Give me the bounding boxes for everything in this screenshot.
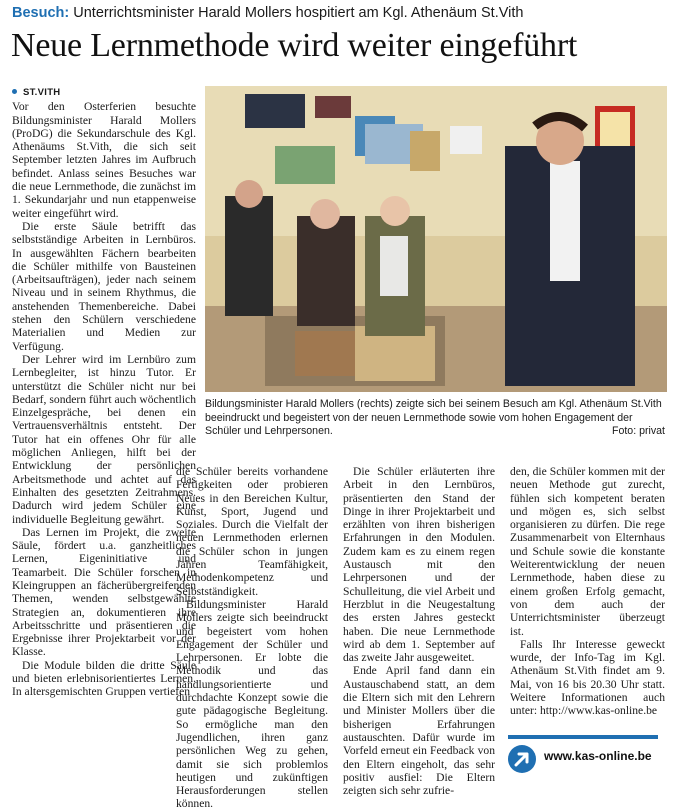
headline: Neue Lernmethode wird weiter eingeführt <box>11 27 578 64</box>
paragraph: Die erste Säule betrifft das selbstständige Arbeiten in Lernbüros. In ausgewählten Fächern bearbeiten die Schüler mithilfe von Bausteinen (Arbeitsaufträgen), jeder nach seinem Niveau und in seinem Rhythmus, die anstehenden Themenbereiche. Dabei stehen den Schülern verschiedene Materialien und Medien zur Verfügung. <box>12 219 196 353</box>
paragraph: Das Lernen im Projekt, die zweite Säule, fördert u.a. ganzheitliches Lernen, Eigeninitiative und Teamarbeit. Die Schüler forschen in Kleingruppen an fächerübergreifenden Themen, wenden selbstgewählte Strategien an, dokumentieren ihre Arbeitsschritte und präsentieren die Ergebnisse ihrer Projektarbeit vor der Klasse. <box>12 525 196 659</box>
article-column-4 <box>510 465 665 718</box>
paragraph: die Schüler bereits vorhandene Fertigkeiten oder probieren Neues in den Bereichen Kultur, Kunst, Sport, Jugend und Soziales. Durch die Vielfalt der neuen Lernmethoden erlernen die Schüler schon in jungen Jahren Teamfähigkeit, Methodenkompetenz und Selbstständigkeit. <box>176 465 328 598</box>
paragraph: Ende April fand dann ein Austauschabend statt, an dem die Eltern sich mit den Lehrern und Minister Mollers über die bisherigen Erfahrungen austauschten. Dafür wurde im Vorfeld erneut ein Feedback von den Eltern eingeholt, das sehr positiv ausfiel: Die Eltern zeigten sich sehr zufrie- <box>343 664 495 798</box>
article-column-1 <box>12 86 196 699</box>
dateline <box>12 86 196 99</box>
paragraph: Die Schüler erläuterten ihre Arbeit in den Lernbüros, präsentierten den Stand der Dinge in ihrer Projektarbeit und erzählten von ihren bisherigen Erfahrungen in den Modulen. Zudem kam es zu einem regen Austausch mit den Lehrpersonen und der Schulleitung, die viel Arbeit und Herzblut in die Neugestaltung des ersten Jahres gesteckt haben. Die neue Lernmethode wird ab dem 1. September auf das zweite Jahr ausgeweitet. <box>343 465 495 665</box>
kicker-text: Unterrichtsminister Harald Mollers hospitiert am Kgl. Athenäum St.Vith <box>73 5 524 21</box>
paragraph: Die Module bilden die dritte Säule und bieten erlebnisorientiertes Lernen. In altersgemischten Gruppen vertiefen <box>12 658 196 699</box>
article-column-3 <box>343 465 495 797</box>
rubric-label: Besuch: <box>12 5 70 21</box>
photo-caption <box>205 398 665 439</box>
bullet-icon <box>12 89 17 94</box>
paragraph: Falls Ihr Interesse geweckt wurde, der Info-Tag im Kgl. Athenäum St.Vith findet am 9. Mai, von 16 bis 20.30 Uhr statt. Weitere Informationen auch unter: http://www.kas-online.be <box>510 637 665 718</box>
paragraph: Der Lehrer wird im Lernbüro zum Lernbegleiter, ist hinzu Tutor. Er unterstützt die Schüler nicht nur bei Bedarf, sondern führt auch wöchentlich Einzelgespräche, bei denen ein Vertrauensverhältnis entsteht. Der Tutor hat ein offenes Ohr für alle möglichen Anliegen, hilft bei der Entwicklung der persönlichen Arbeitsmethode und achtet auf das Einhalten des gesetzten Zeitrahmens. Dadurch wird jedem Schüler eine individuelle Begleitung gewährt. <box>12 352 196 526</box>
arrow-icon <box>508 745 536 773</box>
promo-box <box>508 735 668 775</box>
article-photo <box>205 86 667 392</box>
paragraph: den, die Schüler kommen mit der neuen Methode gut zurecht, fühlen sich kompetent beraten und mögen es, sich selbst organisieren zu dürfen. Die rege Zusammenarbeit von Elternhaus und Schule sowie die konstante Weiterentwicklung der neuen Lernmethode, haben diese zu einem großen Erfolg gemacht, von dem auch der Unterrichtsminister überzeugt ist. <box>510 465 665 638</box>
paragraph: Bildungsminister Harald Mollers zeigte sich beeindruckt und begeistert vom hohen Engagement der Schüler und Lehrpersonen. Er lobte die Methodik und das handlungsorientierte und durchdachte Konzept sowie die gute pädagogische Begleitung. So ermögliche man den Jugendlichen, ihren ganz persönlichen Weg zu gehen, damit sie sich problemlos heutigen und zukünftigen Herausforderungen stellen können. <box>176 597 328 811</box>
dateline-text: ST.VITH <box>23 87 61 98</box>
promo-url[interactable]: www.kas-online.be <box>544 749 652 763</box>
caption-text: Bildungsminister Harald Mollers (rechts) zeigte sich bei seinem Besuch am Kgl. Athenäum St.Vith beeindruckt und begeistert von der neuen Lernmethode sowie vom hohen Engagement der Schüler und Lehrpersonen. <box>205 398 662 437</box>
promo-rule <box>508 735 658 739</box>
arrow-circle-icon <box>508 745 536 773</box>
paragraph: Vor den Osterferien besuchte Bildungsminister Harald Mollers (ProDG) die Sekundarschule des Kgl. Athenäums St.Vith, die sich seit September letzten Jahres im Aufbruch befindet. Anlass seines Besuches war die neue Lernmethode, die zunächst im 1. Sekundarjahr und nun etappenweise weiter eingeführt wird. <box>12 100 196 220</box>
article-column-2 <box>176 465 328 811</box>
classroom-photo-illustration <box>205 86 667 392</box>
photo-credit: Foto: privat <box>612 425 665 437</box>
kicker-line <box>12 5 667 21</box>
